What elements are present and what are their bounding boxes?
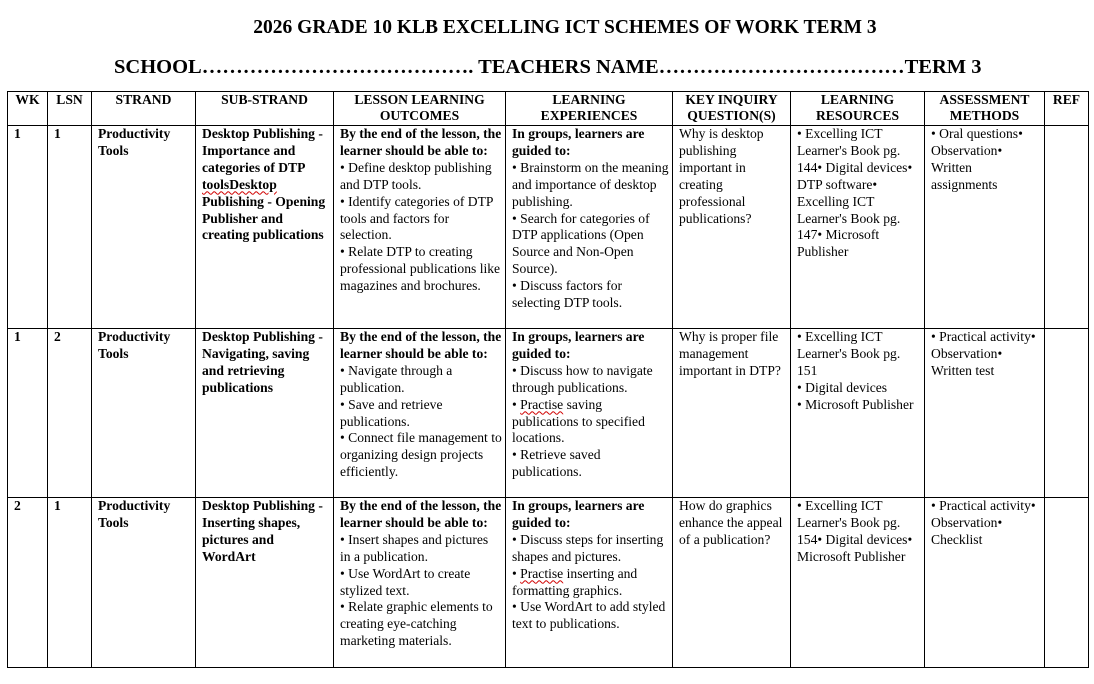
resources-cell: • Excelling ICT Learner's Book pg. 144• Digital devices• DTP software• Excelling ICT Learner's Book pg. 147• Microsoft Publisher <box>791 126 925 329</box>
strand-cell: Productivity Tools <box>92 498 196 668</box>
experiences-cell <box>506 126 673 329</box>
experience-text: saving publications to specified locations. <box>512 396 645 446</box>
experiences-lead: In groups, learners are guided to: <box>512 498 645 530</box>
substrand-text: Desktop Publishing - Importance and categories of DTP <box>202 126 323 175</box>
strand-cell: Productivity Tools <box>92 329 196 498</box>
experience-item: • Search for categories of DTP applications (Open Source and Non-Open Source). <box>512 210 650 277</box>
experiences-lead: In groups, learners are guided to: <box>512 329 645 361</box>
scheme-table <box>7 91 1089 668</box>
experience-item: • Discuss steps for inserting shapes and pictures. <box>512 531 664 564</box>
lesson-cell: 2 <box>48 329 92 498</box>
ref-cell <box>1045 126 1089 329</box>
outcomes-cell <box>334 329 506 498</box>
col-header-resources: LEARNING RESOURCES <box>791 92 925 126</box>
table-row <box>8 329 1089 498</box>
resource-item: • Microsoft Publisher <box>797 396 914 412</box>
outcomes-lead: By the end of the lesson, the learner should be able to: <box>340 498 502 530</box>
assessment-cell: • Practical activity• Observation• Checklist <box>925 498 1045 668</box>
ref-cell <box>1045 329 1089 498</box>
col-header-lsn: LSN <box>48 92 92 126</box>
col-header-inquiry: KEY INQUIRY QUESTION(S) <box>673 92 791 126</box>
col-header-experiences: LEARNING EXPERIENCES <box>506 92 673 126</box>
experiences-lead: In groups, learners are guided to: <box>512 126 645 158</box>
misspelled-word: Practise <box>520 396 564 412</box>
experience-text: • <box>512 565 521 581</box>
substrand-cell <box>196 126 334 329</box>
resource-item: • Digital devices <box>797 379 888 395</box>
week-cell: 1 <box>8 329 48 498</box>
outcome-item: • Navigate through a publication. <box>340 362 453 395</box>
col-header-assessment: ASSESSMENT METHODS <box>925 92 1045 126</box>
experience-text: • <box>512 396 521 412</box>
table-header-row <box>8 92 1089 126</box>
col-header-outcomes: LESSON LEARNING OUTCOMES <box>334 92 506 126</box>
substrand-cell: Desktop Publishing - Inserting shapes, pictures and WordArt <box>196 498 334 668</box>
experience-item: • Brainstorm on the meaning and importance of desktop publishing. <box>512 159 669 209</box>
outcome-item: • Connect file management to organizing design projects efficiently. <box>340 430 502 480</box>
outcomes-lead: By the end of the lesson, the learner should be able to: <box>340 126 502 158</box>
document-title: 2026 GRADE 10 KLB EXCELLING ICT SCHEMES OF WORK TERM 3 <box>253 17 877 38</box>
experiences-cell <box>506 498 673 668</box>
misspelled-word: Practise <box>520 565 564 581</box>
substrand-text: Publishing - Opening Publisher and creating publications <box>202 193 326 243</box>
outcome-item: • Use WordArt to create stylized text. <box>340 565 471 598</box>
experience-item: • Use WordArt to add styled text to publications. <box>512 599 666 632</box>
experience-text: inserting and formatting graphics. <box>512 565 638 598</box>
table-row <box>8 126 1089 329</box>
document-subtitle: SCHOOL…………………………………. TEACHERS NAME………………………………TERM 3 <box>114 56 982 78</box>
resource-item: • Excelling ICT Learner's Book pg. 151 <box>797 329 901 378</box>
ref-cell <box>1045 498 1089 668</box>
outcome-item: • Save and retrieve publications. <box>340 396 443 429</box>
outcome-item: • Define desktop publishing and DTP tools. <box>340 159 492 192</box>
substrand-cell: Desktop Publishing - Navigating, saving and retrieving publications <box>196 329 334 498</box>
experience-item <box>512 566 669 600</box>
outcome-item: • Relate graphic elements to creating eye-catching marketing materials. <box>340 599 493 649</box>
lesson-cell: 1 <box>48 126 92 329</box>
col-header-substrand: SUB-STRAND <box>196 92 334 126</box>
experience-item: • Retrieve saved publications. <box>512 447 601 480</box>
outcomes-lead: By the end of the lesson, the learner should be able to: <box>340 329 502 361</box>
col-header-ref: REF <box>1045 92 1089 126</box>
assessment-cell: • Oral questions• Observation• Written assignments <box>925 126 1045 329</box>
inquiry-cell: How do graphics enhance the appeal of a publication? <box>673 498 791 668</box>
table-row <box>8 498 1089 668</box>
outcome-item: • Identify categories of DTP tools and factors for selection. <box>340 193 493 243</box>
inquiry-cell: Why is desktop publishing important in creating professional publications? <box>673 126 791 329</box>
lesson-cell: 1 <box>48 498 92 668</box>
misspelled-word: toolsDesktop <box>202 176 277 192</box>
experience-item <box>512 397 669 448</box>
experiences-cell <box>506 329 673 498</box>
col-header-strand: STRAND <box>92 92 196 126</box>
resources-cell: • Excelling ICT Learner's Book pg. 154• Digital devices• Microsoft Publisher <box>791 498 925 668</box>
outcomes-cell <box>334 126 506 329</box>
inquiry-cell: Why is proper file management important in DTP? <box>673 329 791 498</box>
week-cell: 2 <box>8 498 48 668</box>
outcome-item: • Insert shapes and pictures in a publication. <box>340 531 489 564</box>
strand-cell: Productivity Tools <box>92 126 196 329</box>
experience-item: • Discuss factors for selecting DTP tools. <box>512 278 623 311</box>
experience-item: • Discuss how to navigate through publications. <box>512 362 653 395</box>
resources-cell <box>791 329 925 498</box>
col-header-wk: WK <box>8 92 48 126</box>
outcome-item: • Relate DTP to creating professional publications like magazines and brochures. <box>340 244 501 294</box>
outcomes-cell <box>334 498 506 668</box>
week-cell: 1 <box>8 126 48 329</box>
assessment-cell: • Practical activity• Observation• Written test <box>925 329 1045 498</box>
